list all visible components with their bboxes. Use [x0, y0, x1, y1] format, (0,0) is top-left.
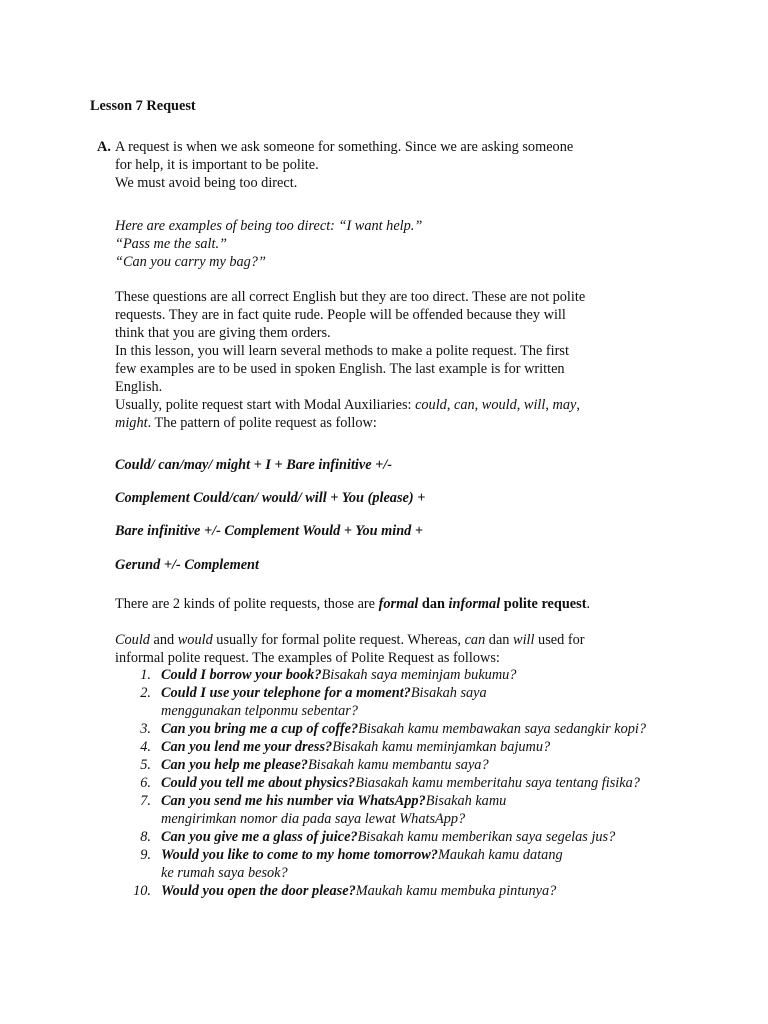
translation-text: Bisakah saya meminjam bukumu? — [321, 667, 517, 683]
kinds-prefix: There are 2 kinds of polite requests, those are — [115, 596, 379, 612]
pattern-line: Bare infinitive +/- Complement Would + You mind + — [115, 523, 424, 539]
examples-list — [115, 666, 646, 900]
intro-line: We must avoid being too direct. — [115, 175, 298, 191]
translation-text: Biasakah kamu memberitahu saya tentang fisika? — [355, 775, 640, 791]
formal-line — [115, 631, 635, 649]
paragraph-line: In this lesson, you will learn several methods to make a polite request. The first — [115, 343, 569, 359]
request-sentence: Could I borrow your book? — [161, 667, 322, 683]
translation-text: Bisakah kamu membawakan saya sedangkir kopi? — [358, 721, 646, 737]
paragraph-line: few examples are to be used in spoken English. The last example is for written — [115, 361, 565, 377]
modal-line: Usually, polite request start with Modal Auxiliaries: could, can, would, will, may, — [115, 397, 580, 413]
lesson-title: Lesson 7 Request — [90, 98, 196, 114]
modal-line — [115, 414, 635, 432]
list-number: 10. — [133, 883, 151, 899]
translation-text: ke rumah saya besok? — [161, 865, 288, 881]
modal-intro: Usually, polite request start with Modal Auxiliaries: — [115, 397, 416, 413]
kinds-dan: dan — [418, 596, 449, 612]
modal-word: will — [523, 397, 546, 413]
list-item — [115, 792, 646, 810]
request-sentence: Can you help me please? — [161, 757, 308, 773]
list-item — [115, 720, 646, 738]
translation-text: Bisakah kamu meminjamkan bajumu? — [332, 739, 551, 755]
list-item — [115, 774, 646, 792]
formal-end: used for — [534, 632, 585, 648]
list-item-continuation — [115, 702, 646, 720]
list-item — [115, 756, 646, 774]
request-sentence: Would you like to come to my home tomorrow? — [161, 847, 438, 863]
translation-text: Maukah kamu membuka pintunya? — [355, 883, 557, 899]
word-would: would — [177, 632, 213, 648]
modal-word: might — [115, 415, 148, 431]
kinds-formal: formal — [378, 596, 419, 612]
intro-line: for help, it is important to be polite. — [115, 157, 319, 173]
request-sentence: Can you lend me your dress? — [161, 739, 333, 755]
kinds-suffix: polite request — [500, 596, 587, 612]
modal-outro: . The pattern of polite request as follow: — [147, 415, 377, 431]
pattern-line: Gerund +/- Complement — [115, 557, 259, 573]
kinds-sentence — [115, 595, 590, 613]
list-number: 6. — [140, 775, 151, 791]
kinds-end: . — [586, 596, 591, 612]
list-number: 4. — [140, 739, 151, 755]
section-a-intro — [115, 138, 635, 192]
list-item-continuation — [115, 864, 646, 882]
formal-mid: usually for formal polite request. Whereas, — [212, 632, 465, 648]
formal-line: informal polite request. The examples of Polite Request as follows: — [115, 650, 500, 666]
request-sentence: Could I use your telephone for a moment? — [161, 685, 411, 701]
word-dan: dan — [485, 632, 514, 648]
explanation-paragraph — [115, 288, 635, 432]
kinds-informal: informal — [448, 596, 501, 612]
list-number: 5. — [140, 757, 151, 773]
modal-word: may — [552, 397, 577, 413]
list-item — [115, 684, 646, 702]
word-and: and — [149, 632, 178, 648]
request-sentence: Can you bring me a cup of coffe? — [161, 721, 359, 737]
list-number: 8. — [140, 829, 151, 845]
request-sentence: Could you tell me about physics? — [161, 775, 356, 791]
list-item-continuation — [115, 810, 646, 828]
request-sentence: Would you open the door please? — [161, 883, 356, 899]
translation-text: menggunakan telponmu sebentar? — [161, 703, 358, 719]
translation-text: mengirimkan nomor dia pada saya lewat WhatsApp? — [161, 811, 466, 827]
modal-word: could — [415, 397, 447, 413]
list-item — [115, 666, 646, 684]
pattern-line: Could/ can/may/ might + I + Bare infinitive +/- — [115, 457, 393, 473]
translation-text: Bisakah kamu membantu saya? — [307, 757, 489, 773]
list-number: 3. — [140, 721, 151, 737]
list-item — [115, 882, 646, 900]
example-line: Here are examples of being too direct: “I want help.” — [115, 218, 423, 234]
list-item — [115, 738, 646, 756]
pattern-line: Complement Could/can/ would/ will + You (please) + — [115, 490, 426, 506]
modal-word: would — [481, 397, 517, 413]
list-item — [115, 846, 646, 864]
example-line: “Can you carry my bag?” — [115, 254, 266, 270]
formal-paragraph — [115, 631, 635, 667]
list-number: 7. — [140, 793, 151, 809]
translation-text: Bisakah kamu — [425, 793, 507, 809]
list-number: 1. — [140, 667, 151, 683]
list-number: 9. — [140, 847, 151, 863]
section-marker: A. — [97, 139, 111, 155]
word-could: Could — [115, 632, 150, 648]
paragraph-line: These questions are all correct English but they are too direct. These are not polite — [115, 289, 586, 305]
paragraph-line: requests. They are in fact quite rude. People will be offended because they will — [115, 307, 566, 323]
paragraph-line: think that you are giving them orders. — [115, 325, 331, 341]
request-sentence: Can you send me his number via WhatsApp? — [161, 793, 426, 809]
translation-text: Bisakah saya — [410, 685, 487, 701]
modal-word: can — [453, 397, 475, 413]
list-number: 2. — [140, 685, 151, 701]
word-can: can — [464, 632, 486, 648]
request-sentence: Can you give me a glass of juice? — [161, 829, 358, 845]
word-will: will — [513, 632, 535, 648]
intro-line: A request is when we ask someone for something. Since we are asking someone — [115, 139, 574, 155]
list-item — [115, 828, 646, 846]
translation-text: Bisakah kamu memberikan saya segelas jus? — [357, 829, 616, 845]
paragraph-line: English. — [115, 379, 163, 395]
direct-examples — [115, 217, 635, 271]
example-line: “Pass me the salt.” — [115, 236, 228, 252]
translation-text: Maukah kamu datang — [437, 847, 563, 863]
